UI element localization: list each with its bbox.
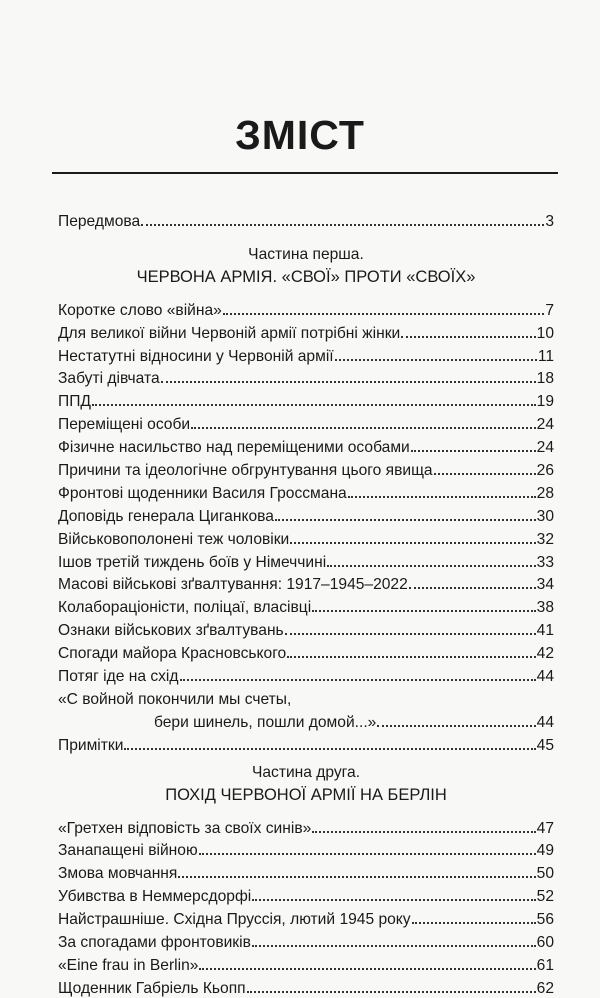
table-of-contents (58, 208, 554, 998)
toc-entry-title: Коротке слово «війна» (58, 301, 222, 319)
part1-entries (58, 297, 554, 686)
part1-label: Частина перша. (248, 245, 364, 263)
toc-entry-page: 49 (536, 842, 554, 860)
part2-label: Частина друга. (251, 763, 361, 781)
toc-entry-page: 18 (536, 370, 554, 388)
toc-entry-title: Доповідь генерала Циганкова (58, 507, 274, 525)
toc-entry-page: 33 (536, 553, 554, 571)
toc-entry-page: 38 (536, 599, 554, 617)
toc-entry-title: Військовополонені теж чоловіки (58, 530, 290, 548)
toc-entry (58, 480, 554, 503)
leader-dots (409, 584, 536, 589)
leader-dots (377, 722, 535, 727)
leader-dots (141, 221, 544, 226)
toc-entry-page: 44 (536, 713, 554, 731)
toc-entry (58, 572, 554, 595)
toc-entry-title: Ішов третій тиждень боїв у Німеччині (58, 553, 327, 571)
part1-title: ЧЕРВОНА АРМІЯ. «СВОЇ» ПРОТИ «СВОЇХ» (136, 267, 476, 286)
toc-entry-page: 28 (536, 484, 554, 502)
toc-entry (58, 860, 554, 883)
toc-entry-title: Найстрашніше. Східна Пруссія, лютий 1945 року (58, 911, 411, 929)
toc-entry-title: Спогади майора Красновського (58, 645, 287, 663)
leader-dots (252, 942, 536, 947)
leader-dots (178, 873, 535, 878)
leader-dots (180, 676, 536, 681)
leader-dots (199, 850, 536, 855)
toc-entry-title: «Гретхен відповість за своїх синів» (58, 819, 312, 837)
toc-entry-quote-cont (58, 709, 554, 732)
leader-dots (223, 310, 544, 315)
toc-entry-page: 11 (537, 347, 554, 365)
toc-entry-quote (58, 686, 554, 709)
toc-entry-title: Для великої війни Червоній армії потрібні жінки (58, 324, 401, 342)
toc-entry-title: «Eine frau in Berlin» (58, 956, 199, 974)
leader-dots (252, 896, 535, 901)
toc-entry-title: ППД (58, 393, 91, 411)
leader-dots (411, 447, 536, 452)
toc-entry-title: Причини та ідеологічне обгрунтування цього явища (58, 462, 433, 480)
toc-entry (58, 457, 554, 480)
toc-entry-page: 50 (536, 865, 554, 883)
toc-entry-title: За спогадами фронтовиків (58, 934, 251, 952)
toc-entry-page: 32 (536, 530, 554, 548)
leader-dots (124, 745, 535, 750)
leader-dots (312, 607, 535, 612)
toc-entry-page: 26 (536, 462, 554, 480)
toc-entry-page: 47 (536, 819, 554, 837)
toc-entry-notes (58, 732, 554, 755)
toc-entry-title: бери шинель, пошли домой...» (154, 713, 377, 731)
toc-entry (58, 594, 554, 617)
toc-entry (58, 838, 554, 861)
toc-entry (58, 434, 554, 457)
leader-dots (92, 401, 536, 406)
toc-entry-page: 56 (536, 911, 554, 929)
toc-entry-title: Примітки (58, 736, 124, 754)
toc-entry (58, 640, 554, 663)
leader-dots (287, 653, 535, 658)
toc-entry (58, 297, 554, 320)
toc-entry-page: 45 (536, 736, 554, 754)
toc-entry-page: 41 (536, 622, 554, 640)
toc-entry-page: 24 (536, 416, 554, 434)
leader-dots (348, 493, 536, 498)
toc-entry (58, 975, 554, 998)
toc-entry-title: Убивства в Неммерсдорфі (58, 888, 252, 906)
toc-entry-foreword (58, 208, 554, 231)
part2-title: ПОХІД ЧЕРВОНОЇ АРМІЇ НА БЕРЛІН (165, 785, 447, 804)
toc-entry-page: 62 (536, 979, 554, 997)
page-title: ЗМІСТ (235, 112, 365, 158)
toc-entry-title: Забуті дівчата (58, 370, 160, 388)
part2-entries (58, 815, 554, 998)
toc-entry (58, 526, 554, 549)
toc-entry (58, 320, 554, 343)
toc-entry-title: Потяг іде на схід (58, 668, 179, 686)
leader-dots (191, 424, 536, 429)
toc-entry (58, 617, 554, 640)
leader-dots (327, 562, 535, 567)
toc-entry (58, 503, 554, 526)
toc-entry-page: 60 (536, 934, 554, 952)
toc-entry (58, 343, 554, 366)
toc-entry-page: 42 (536, 645, 554, 663)
toc-entry-page: 44 (536, 668, 554, 686)
toc-entry-title: Фронтові щоденники Василя Гроссмана (58, 484, 347, 502)
leader-dots (161, 378, 536, 383)
toc-entry (58, 815, 554, 838)
toc-entry (58, 929, 554, 952)
toc-entry (58, 366, 554, 389)
leader-dots (312, 828, 535, 833)
title-rule (52, 172, 558, 174)
leader-dots (434, 470, 536, 475)
toc-entry-title: Змова мовчання (58, 865, 178, 883)
toc-entry-page: 10 (536, 324, 554, 342)
toc-entry-title: Фізичне насильство над переміщеними особами (58, 439, 410, 457)
toc-entry-page: 19 (536, 393, 554, 411)
toc-entry-title: Масові військові зґвалтування: 1917–1945–2022 (58, 576, 408, 594)
toc-entry-page: 3 (545, 212, 554, 230)
toc-entry-title: Переміщені особи (58, 416, 191, 434)
toc-entry (58, 388, 554, 411)
toc-entry-title: «С войной покончили мы счеты, (58, 690, 292, 708)
toc-entry-title: Ознаки військових зґвалтувань (58, 622, 284, 640)
toc-entry (58, 883, 554, 906)
leader-dots (199, 965, 535, 970)
toc-entry (58, 952, 554, 975)
toc-entry-title: Занапащені війною (58, 842, 198, 860)
toc-entry (58, 411, 554, 434)
toc-entry (58, 663, 554, 686)
leader-dots (290, 539, 535, 544)
toc-entry (58, 549, 554, 572)
toc-entry (58, 906, 554, 929)
leader-dots (285, 630, 536, 635)
toc-entry-title: Колабораціоністи, поліцаї, власівці (58, 599, 312, 617)
toc-entry-page: 7 (545, 301, 554, 319)
toc-entry-title: Щоденник Габріель Кьопп (58, 979, 246, 997)
leader-dots (401, 333, 535, 338)
toc-entry-page: 52 (536, 888, 554, 906)
toc-entry-page: 30 (536, 507, 554, 525)
toc-entry-title: Нестатутні відносини у Червоній армії (58, 347, 334, 365)
toc-entry-page: 24 (536, 439, 554, 457)
leader-dots (247, 988, 536, 993)
toc-entry-title: Передмова (58, 212, 141, 230)
leader-dots (335, 356, 537, 361)
toc-entry-page: 61 (536, 956, 554, 974)
leader-dots (412, 919, 536, 924)
leader-dots (275, 516, 536, 521)
toc-entry-page: 34 (536, 576, 554, 594)
